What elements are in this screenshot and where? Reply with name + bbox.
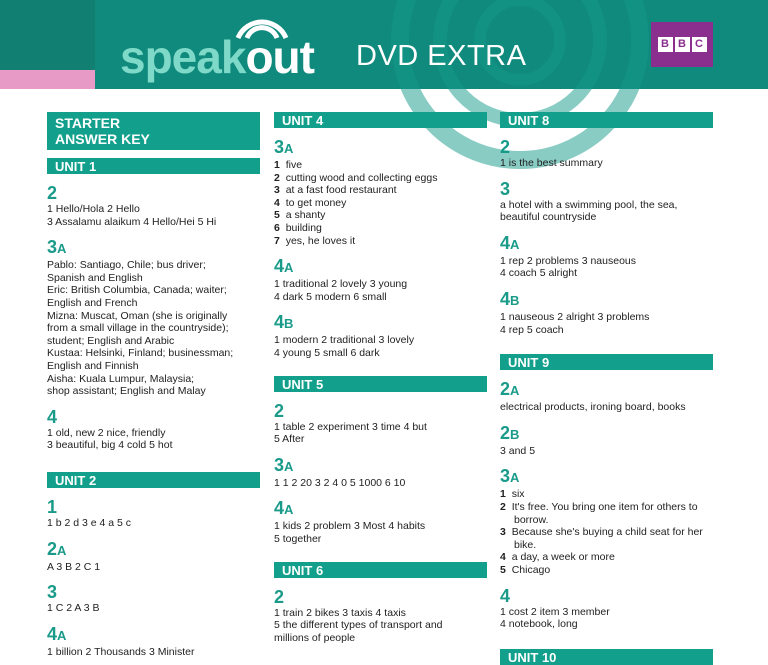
unit-8-heading: UNIT 8 (500, 112, 713, 128)
answer-line: 1 five (274, 159, 303, 171)
answer-line: 1 nauseous 2 alright 3 problems (500, 310, 650, 323)
answer-line: 1 traditional 2 lovely 3 young (274, 278, 408, 291)
starter-answer-key-heading: STARTER ANSWER KEY (47, 112, 260, 150)
exercise-number: 4 (47, 406, 58, 427)
dvd-extra-title: DVD EXTRA (356, 40, 527, 72)
answer-line: 1 kids 2 problem 3 Most 4 habits (274, 520, 426, 533)
answer-line: 5 a shanty (274, 209, 326, 222)
answer-line: Eric: British Columbia, Canada; waiter; (47, 284, 227, 297)
page-header (0, 0, 768, 89)
exercise-number: 4A (47, 623, 67, 644)
answer-line: 5 Chicago (500, 563, 551, 576)
answer-line: 4 young 5 small 6 dark (274, 346, 380, 359)
answer-line: 1 C 2 A 3 B (47, 602, 100, 615)
exercise-number: 4A (500, 232, 520, 253)
exercise-number: 1 (47, 496, 58, 517)
unit-1-heading: UNIT 1 (47, 158, 260, 174)
answer-line: Kustaa: Helsinki, Finland; businessman; (47, 347, 234, 360)
answer-line: 4 notebook, long (500, 618, 578, 631)
answer-line: 1 six (500, 488, 525, 501)
exercise-number: 2B (500, 422, 520, 443)
column-2 (274, 112, 487, 644)
unit-4-heading: UNIT 4 (274, 112, 487, 128)
answer-line: 4 dark 5 modern 6 small (274, 290, 387, 303)
unit-9-heading: UNIT 9 (500, 354, 713, 370)
exercise-number: 2 (500, 137, 511, 157)
answer-line: 6 building (274, 221, 322, 234)
answer-line: 2 cutting wood and collecting eggs (274, 171, 438, 184)
answer-line: English and Finnish (47, 359, 139, 372)
answer-line: 5 After (274, 433, 305, 446)
answer-line: 1 cost 2 item 3 member (500, 605, 610, 618)
bbc-logo: B B C (651, 22, 713, 67)
answer-line: 1 table 2 experiment 3 time 4 but (274, 420, 427, 433)
exercise-number: 3A (500, 466, 520, 487)
answer-line: 1 1 2 20 3 2 4 0 5 1000 6 10 (274, 476, 406, 489)
answer-line: Spanish and English (47, 271, 143, 284)
answer-line: 4 a day, a week or more (500, 551, 615, 564)
exercise-number: 3 (47, 582, 58, 603)
answer-line: 1 is the best summary (500, 157, 603, 169)
answer-line: 7 yes, he loves it (274, 234, 356, 247)
exercise-number: 4B (500, 288, 520, 309)
answer-line: 4 coach 5 alright (500, 267, 578, 280)
exercise-number: 2 (47, 183, 58, 203)
answer-line: 1 train 2 bikes 3 taxis 4 taxis (274, 606, 406, 619)
answer-line: beautiful countryside (500, 211, 597, 224)
answer-line: shop assistant; English and Malay (47, 385, 206, 398)
answer-line: 3 Because she's buying a child seat for her bike. (500, 526, 703, 551)
answer-line: Mizna: Muscat, Oman (she is originally (47, 309, 228, 322)
answer-line: 1 b 2 d 3 e 4 a 5 c (47, 516, 132, 529)
answer-line: 1 old, new 2 nice, friendly (47, 426, 166, 439)
answer-line: student; English and Arabic (47, 334, 175, 347)
column-3 (500, 112, 713, 665)
exercise-number: 3A (47, 237, 67, 258)
unit-5-heading: UNIT 5 (274, 376, 487, 392)
answer-line: 5 together (274, 532, 322, 545)
answer-line: millions of people (274, 631, 356, 644)
answer-line: Aisha: Kuala Lumpur, Malaysia; (47, 372, 195, 385)
answer-line: A 3 B 2 C 1 (47, 560, 101, 573)
answer-line: a hotel with a swimming pool, the sea, (500, 198, 678, 211)
speakout-logo: speakout (120, 31, 314, 83)
unit-6-heading: UNIT 6 (274, 562, 487, 578)
answer-line: 4 to get money (274, 196, 347, 209)
answer-line: Pablo: Santiago, Chile; bus driver; (47, 259, 206, 272)
answer-line: 4 rep 5 coach (500, 323, 564, 336)
answer-line: English and French (47, 296, 138, 309)
answer-line: electrical products, ironing board, books (500, 401, 686, 414)
answer-line: 5 the different types of transport and (274, 619, 443, 632)
answer-line: 3 at a fast food restaurant (274, 184, 397, 197)
exercise-number: 2 (274, 586, 285, 607)
exercise-number: 4A (274, 256, 294, 277)
answer-line: 1 rep 2 problems 3 nauseous (500, 254, 637, 267)
answer-line: 3 beautiful, big 4 cold 5 hot (47, 439, 173, 452)
exercise-number: 4A (274, 498, 294, 519)
answer-line: 2 It's free. You bring one item for others to borrow. (500, 500, 698, 526)
exercise-number: 3 (500, 178, 511, 199)
answer-line: 3 Assalamu alaikum 4 Hello/Hei 5 Hi (47, 215, 217, 228)
unit-10-heading: UNIT 10 (500, 649, 713, 665)
exercise-number: 4B (274, 312, 294, 333)
exercise-number: 2A (500, 379, 520, 400)
exercise-number: 3A (274, 137, 294, 157)
exercise-number: 3A (274, 454, 294, 475)
answer-line: 1 Hello/Hola 2 Hello (47, 203, 140, 215)
exercise-number: 2A (47, 538, 67, 559)
unit-2-heading: UNIT 2 (47, 472, 260, 488)
answer-line: 1 modern 2 traditional 3 lovely (274, 334, 415, 347)
answer-line: 3 and 5 (500, 444, 536, 457)
exercise-number: 4 (500, 585, 511, 606)
column-1 (47, 112, 260, 658)
exercise-number: 2 (274, 400, 285, 421)
answer-line: from a small village in the countryside); (47, 322, 229, 335)
answer-line: 1 billion 2 Thousands 3 Minister (47, 645, 195, 658)
